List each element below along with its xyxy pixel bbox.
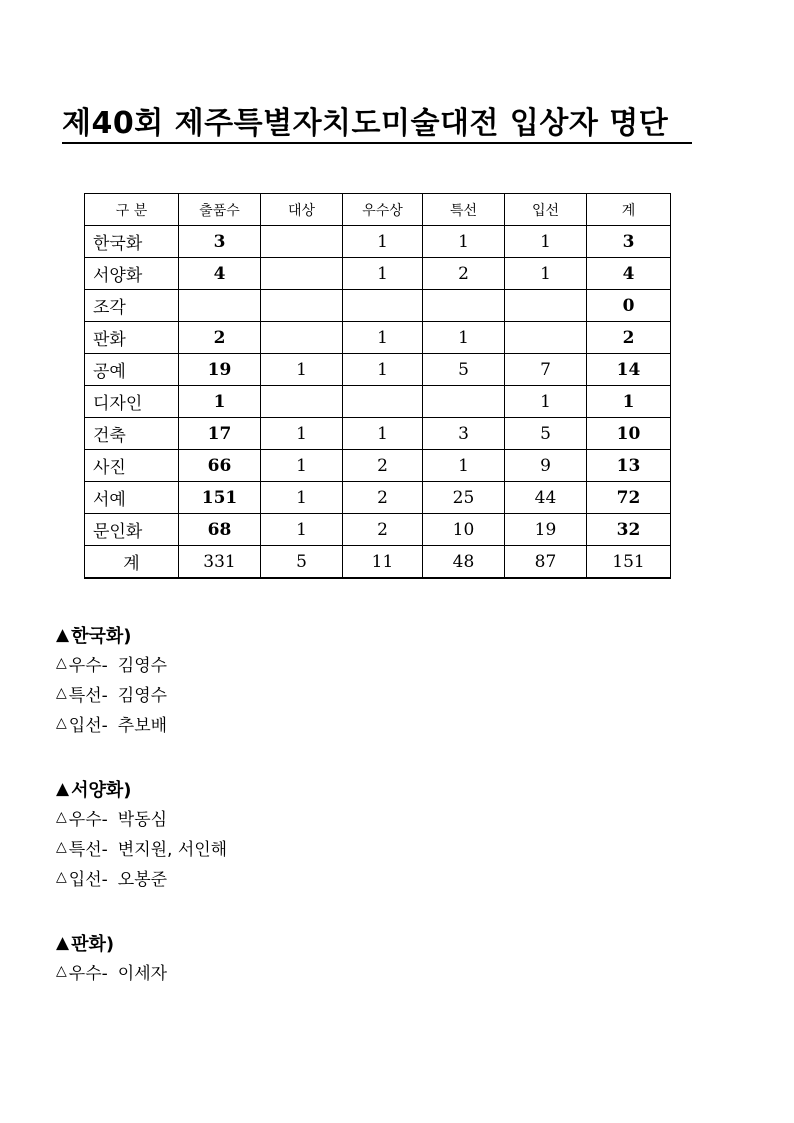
award-type: 우수- [68,809,108,830]
value-cell: 10 [587,418,671,450]
table-row [85,322,671,354]
value-cell: 1 [423,226,505,258]
award-type: 우수- [68,963,108,984]
value-cell [179,290,261,322]
value-cell: 1 [261,354,343,386]
filled-triangle-icon: ▲ [56,933,70,953]
page-title: 제40회 제주특별자치도미술대전 입상자 명단 [62,106,669,141]
open-triangle-icon: △ [56,839,67,855]
winner-names: 박동심 [117,809,168,830]
section-heading-text: 판화) [71,934,115,955]
award-line [56,648,167,678]
open-triangle-icon: △ [56,685,67,701]
value-cell: 4 [179,258,261,290]
value-cell: 5 [261,546,343,579]
award-type: 입선- [68,869,108,890]
value-cell: 1 [179,386,261,418]
value-cell: 1 [343,226,423,258]
award-section [56,622,167,738]
category-cell: 디자인 [85,386,179,418]
value-cell: 17 [179,418,261,450]
value-cell: 44 [505,482,587,514]
value-cell: 32 [587,514,671,546]
value-cell: 1 [343,322,423,354]
open-triangle-icon: △ [56,963,67,979]
value-cell [261,258,343,290]
winner-names: 추보배 [117,715,168,736]
section-heading [56,930,167,956]
award-line [56,956,167,986]
section-heading-text: 한국화) [71,626,132,647]
award-section [56,776,227,892]
value-cell [261,322,343,354]
value-cell [505,290,587,322]
value-cell: 9 [505,450,587,482]
value-cell: 3 [587,226,671,258]
value-cell: 1 [261,418,343,450]
winner-names: 김영수 [117,685,168,706]
table-row [85,514,671,546]
value-cell: 1 [423,322,505,354]
award-line [56,832,227,862]
table-row [85,482,671,514]
title-underline [62,142,692,144]
award-line [56,708,167,738]
value-cell: 66 [179,450,261,482]
column-header: 입선 [505,194,587,226]
filled-triangle-icon: ▲ [56,779,70,799]
winner-names: 변지원, 서인해 [117,839,228,860]
value-cell [261,290,343,322]
value-cell: 5 [423,354,505,386]
value-cell: 0 [587,290,671,322]
column-header: 대상 [261,194,343,226]
table-header-row [85,194,671,226]
category-cell: 사진 [85,450,179,482]
value-cell [261,226,343,258]
section-heading [56,622,167,648]
column-header: 우수상 [343,194,423,226]
column-header: 계 [587,194,671,226]
award-line [56,678,167,708]
category-cell: 판화 [85,322,179,354]
column-header: 출품수 [179,194,261,226]
table-body [85,226,671,579]
category-cell: 공예 [85,354,179,386]
table-row [85,386,671,418]
value-cell: 2 [343,450,423,482]
award-type: 입선- [68,715,108,736]
award-line [56,862,227,892]
open-triangle-icon: △ [56,869,67,885]
value-cell: 72 [587,482,671,514]
category-cell: 한국화 [85,226,179,258]
value-cell: 11 [343,546,423,579]
value-cell: 1 [261,514,343,546]
award-line [56,802,227,832]
value-cell: 1 [343,354,423,386]
open-triangle-icon: △ [56,715,67,731]
table-row [85,226,671,258]
value-cell: 7 [505,354,587,386]
value-cell: 4 [587,258,671,290]
value-cell [261,386,343,418]
filled-triangle-icon: ▲ [56,625,70,645]
winner-names: 이세자 [117,963,168,984]
category-cell: 서예 [85,482,179,514]
value-cell: 1 [343,418,423,450]
category-cell: 건축 [85,418,179,450]
value-cell: 2 [343,514,423,546]
value-cell: 151 [179,482,261,514]
value-cell: 3 [423,418,505,450]
value-cell: 87 [505,546,587,579]
award-section [56,930,167,986]
category-cell: 문인화 [85,514,179,546]
award-type: 특선- [68,839,108,860]
value-cell: 48 [423,546,505,579]
value-cell: 2 [179,322,261,354]
award-statistics-table [84,193,671,579]
table-row [85,258,671,290]
winner-names: 오봉준 [117,869,168,890]
value-cell: 19 [505,514,587,546]
table-row [85,418,671,450]
value-cell [423,290,505,322]
section-heading [56,776,227,802]
value-cell: 2 [343,482,423,514]
table-row [85,450,671,482]
value-cell: 331 [179,546,261,579]
value-cell: 1 [505,226,587,258]
open-triangle-icon: △ [56,655,67,671]
value-cell: 1 [505,386,587,418]
value-cell: 13 [587,450,671,482]
value-cell: 14 [587,354,671,386]
table-total-row [85,546,671,579]
value-cell [423,386,505,418]
value-cell: 2 [587,322,671,354]
category-cell: 조각 [85,290,179,322]
value-cell [343,386,423,418]
value-cell: 5 [505,418,587,450]
value-cell [505,322,587,354]
table-row [85,354,671,386]
open-triangle-icon: △ [56,809,67,825]
value-cell [343,290,423,322]
value-cell: 3 [179,226,261,258]
value-cell: 1 [261,482,343,514]
value-cell: 1 [587,386,671,418]
table-row [85,290,671,322]
award-type: 우수- [68,655,108,676]
award-type: 특선- [68,685,108,706]
category-cell: 서양화 [85,258,179,290]
category-cell: 계 [85,546,179,579]
value-cell: 19 [179,354,261,386]
section-heading-text: 서양화) [71,780,132,801]
column-header: 구 분 [85,194,179,226]
value-cell: 25 [423,482,505,514]
column-header: 특선 [423,194,505,226]
value-cell: 1 [423,450,505,482]
value-cell: 68 [179,514,261,546]
winner-names: 김영수 [117,655,168,676]
value-cell: 151 [587,546,671,579]
value-cell: 1 [343,258,423,290]
value-cell: 2 [423,258,505,290]
value-cell: 10 [423,514,505,546]
value-cell: 1 [505,258,587,290]
value-cell: 1 [261,450,343,482]
